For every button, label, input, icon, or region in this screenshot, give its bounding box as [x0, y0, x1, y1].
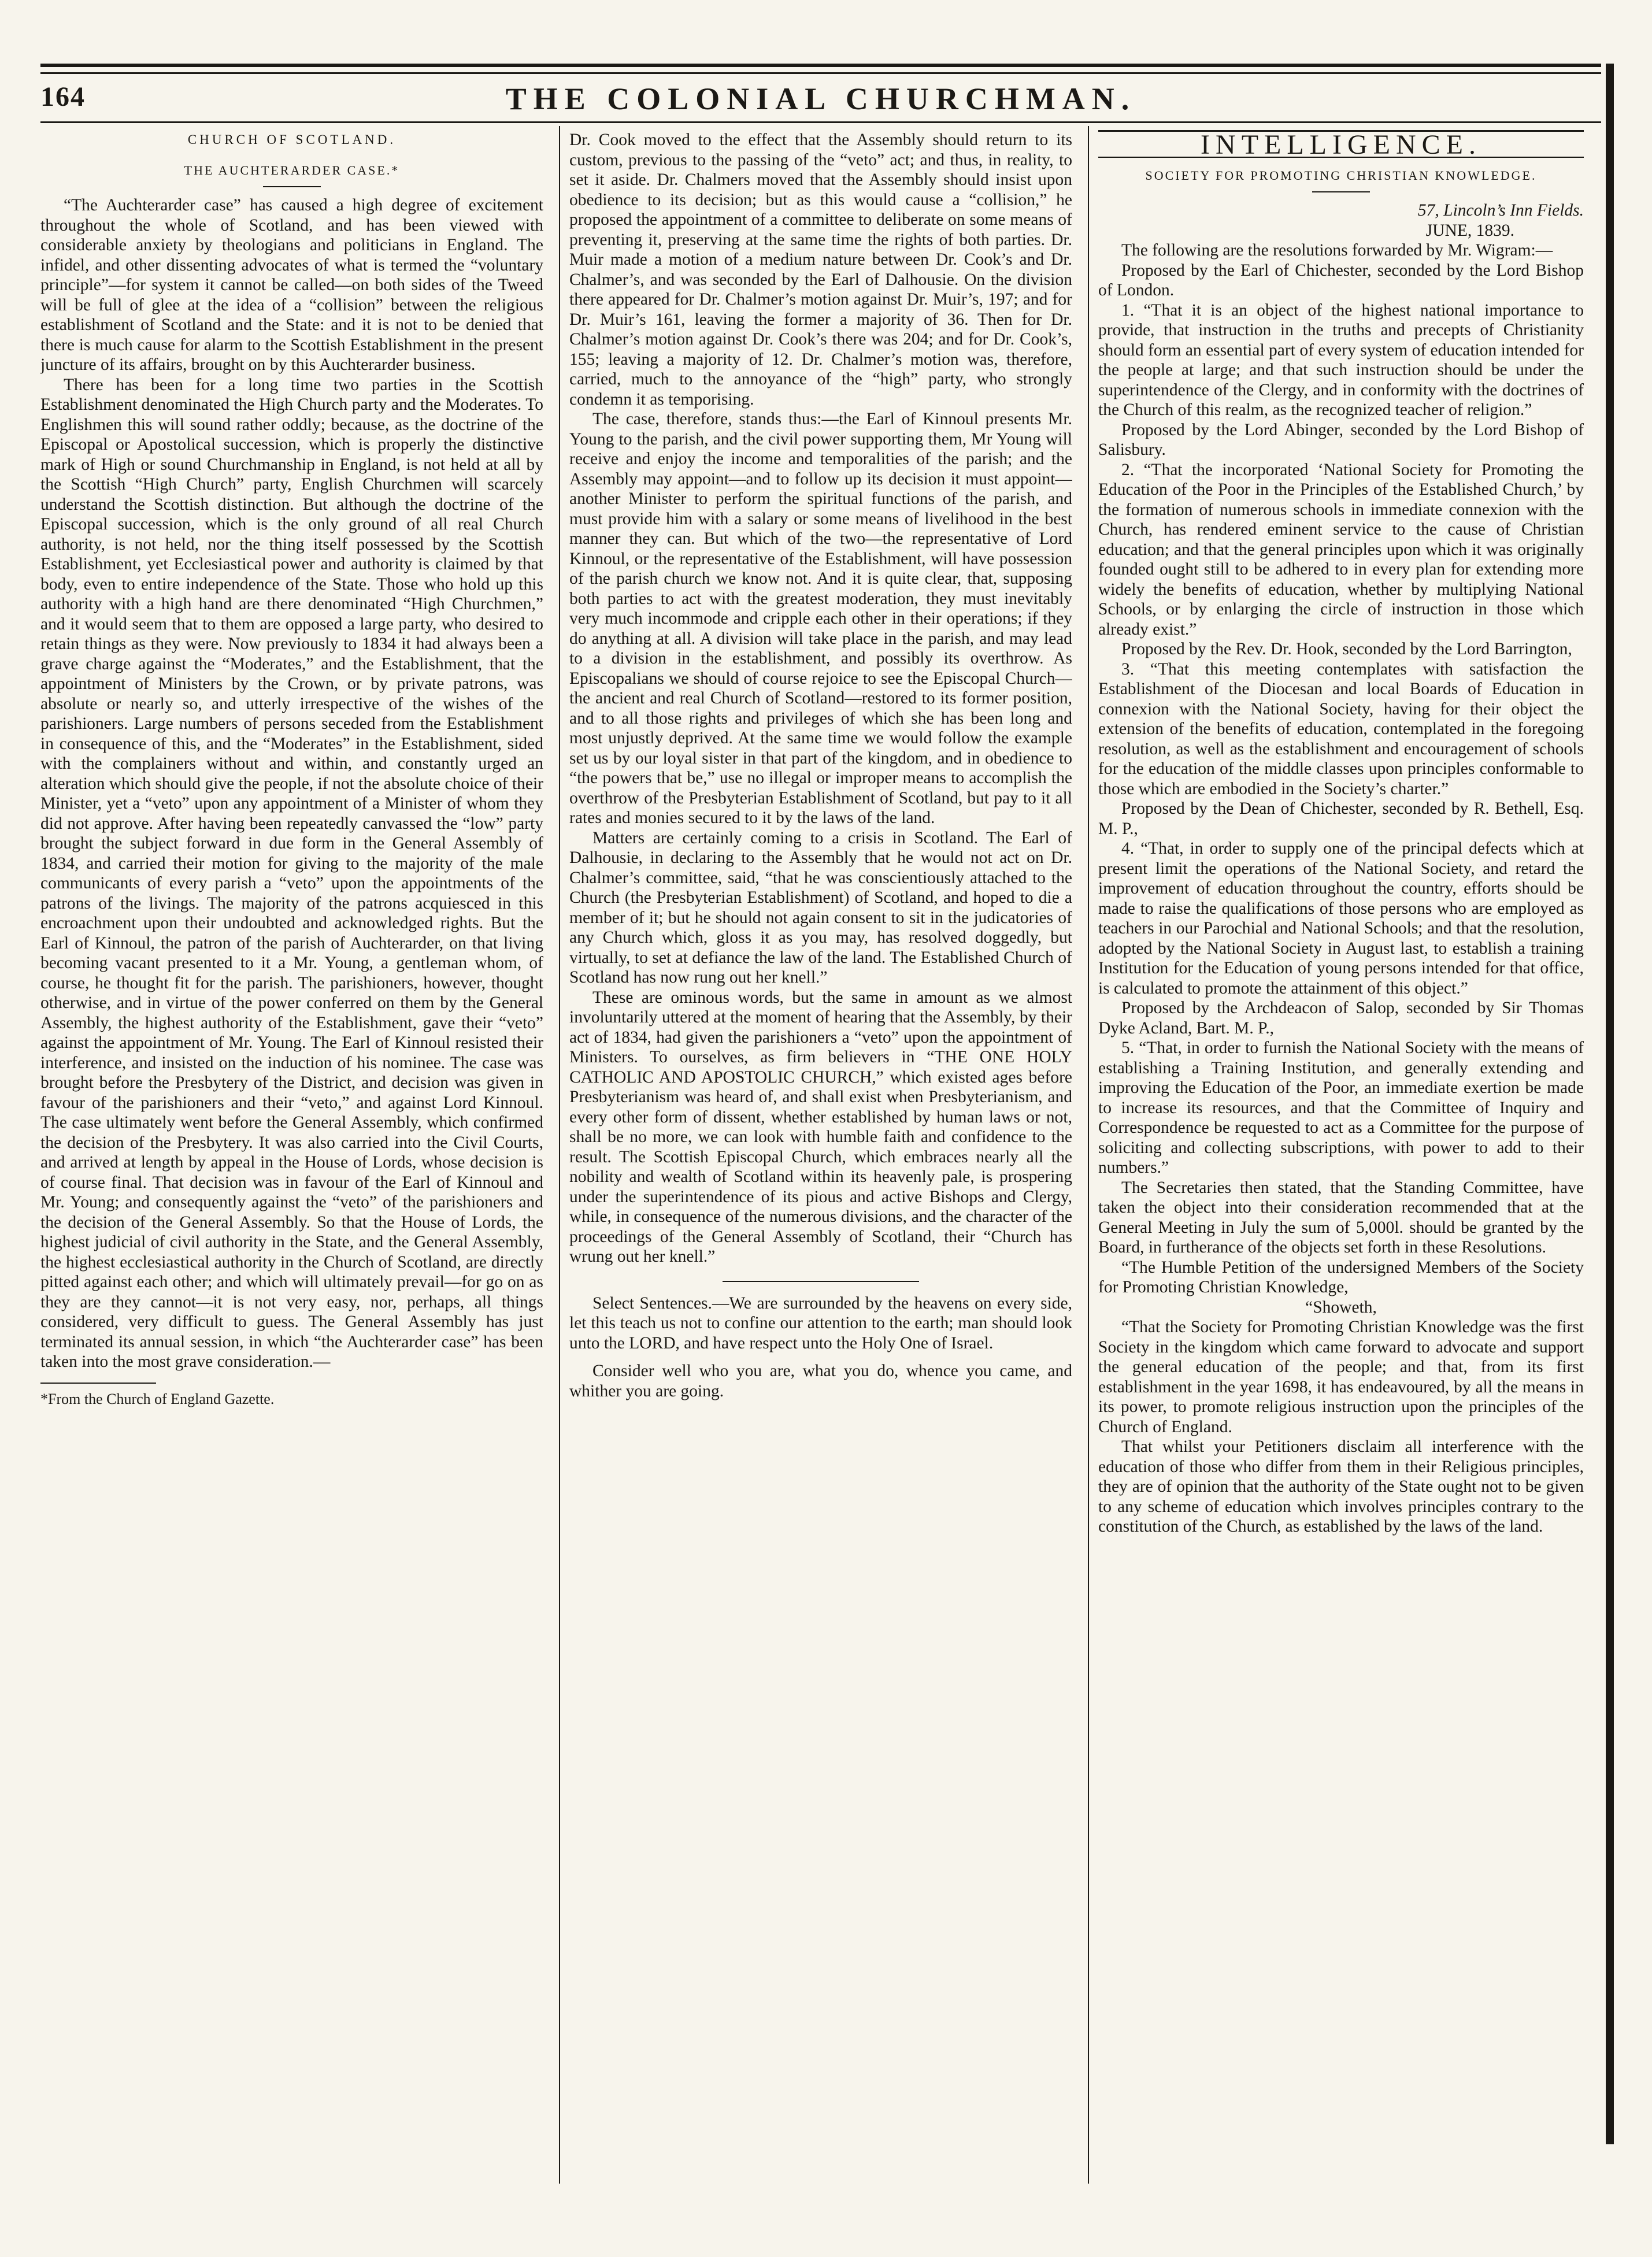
resolution-1: 1. “That it is an object of the highest national importance to provide, that instruction in the truths and precepts of Christianity should form an essential part of every system of education intended for the people at large; and that such instruction should be under the superintendence of the Clergy, and in conformity with the doctrines of the Church of this realm, as the recognized teacher of religion.” [1098, 301, 1584, 419]
article-paragraph: “The Auchterarder case” has caused a high degree of excitement throughout the whole of Scotland, and has been viewed with considerable anxiety by theologians and politicians in England. The infidel, and other dissenting advocates of what is termed the “voluntary principle”—for system it cannot be called—on both sides of the Tweed will be full of glee at the idea of a “collision” between the religious establishment of Scotland and the State: and it is not to be denied that there is much cause for alarm to the Scottish Establishment in the present juncture of its affairs, brought on by this Auchterarder business. [40, 196, 543, 374]
article-paragraph: Proposed by the Dean of Chichester, seconded by R. Bethell, Esq. M. P., [1098, 799, 1584, 838]
footnote: *From the Church of England Gazette. [40, 1390, 275, 1407]
resolution-2: 2. “That the incorporated ‘National Society for Promoting the Education of the Poor in the Principles of the Established Church,’ by the formation of numerous schools in immediate connexion with the Church, has rendered eminent service to the cause of Christian education; and that the general principles upon which it was originally founded ought still to be adhered to in every plan for extending more widely the benefits of education, whether by multiplying National Schools, or by enlarging the circle of instruction in those which already exist.” [1098, 460, 1584, 639]
petition-showeth: “Showeth, [1305, 1298, 1377, 1317]
column-divider-1 [559, 126, 560, 2184]
article-paragraph: Proposed by the Rev. Dr. Hook, seconded by the Lord Barrington, [1121, 640, 1572, 658]
resolution-5: 5. “That, in order to furnish the National Society with the means of establishing a Training Institution, and generally extending and improving the Education of the Poor, an immediate exertion be made to increase its resources, and that the Committee of Inquiry and Correspondence be requested to act as a Committee for the purpose of soliciting and collecting subscriptions, with power to add to their numbers.” [1098, 1039, 1584, 1177]
petition-paragraph: “That the Society for Promoting Christian Knowledge was the first Society in the kingdom which came forward to advocate and support the general education of the people; and that, from its first establishment in the year 1698, it has endeavoured, by all the means in its power, to promote religious instruction upon the principles of the Church of England. [1098, 1318, 1584, 1436]
middle-column [569, 130, 1072, 2176]
article-paragraph: The case, therefore, stands thus:—the Earl of Kinnoul presents Mr. Young to the parish, and the civil power supporting them, Mr Young will receive and enjoy the income and temporalities of the parish; and the Assembly may appoint—and to follow up its decision it must appoint—another Minister to perform the spiritual functions of the parish, and must provide him with a salary or some means of livelihood in the best manner they can. But which of the two—the representative of Lord Kinnoul, or the representative of the Establishment, will have possession of the parish church we know not. And it is quite clear, that, supposing both parties to act with the greatest moderation, they must inevitably very much incommode and cripple each other in their operations; if they do anything at all. A division will take place in the parish, and may lead to a division in the establishment, and possibly its overthrow. As Episcopalians we should of course rejoice to see the Episcopal Church—the ancient and real Church of Scotland—restored to its former position, and to all those rights and privileges of which she has been long and most unjustly deprived. At the same time we would follow the example set us by our loyal sister in that part of the kingdom, and in obedience to “the powers that be,” use no illegal or improper means to accomplish the overthrow of the Presbyterian Establishment of Scotland, but pay to it all rates and monies secured to it by the laws of the land. [569, 410, 1072, 827]
article-paragraph: Proposed by the Archdeacon of Salop, seconded by Sir Thomas Dyke Acland, Bart. M. P., [1098, 999, 1584, 1037]
running-head: THE COLONIAL CHURCHMAN. [505, 81, 1136, 116]
society-rule [1312, 191, 1370, 192]
column-divider-2 [1088, 126, 1089, 2184]
newspaper-page [40, 64, 1601, 2202]
left-column [40, 130, 543, 2176]
article-title-auchterarder: THE AUCHTERARDER CASE.* [184, 162, 400, 177]
masthead-bottom-rule [40, 121, 1601, 123]
address-line: 57, Lincoln’s Inn Fields. [1417, 201, 1584, 220]
section-title-church-of-scotland: CHURCH OF SCOTLAND. [187, 132, 397, 147]
article-paragraph: Proposed by the Earl of Chichester, seconded by the Lord Bishop of London. [1098, 261, 1584, 299]
right-column [1098, 130, 1584, 2176]
resolution-4: 4. “That, in order to supply one of the principal defects which at present limit the operations of the National Society, and retard the improvement of education throughout the country, efforts should be made to raise the qualifications of those persons who are employed as teachers in our Parochial and National Schools; and that the resolution, adopted by the National Society in August last, to establish a training Institution for the Education of young persons intended for that office, is calculated to promote the attainment of this object.” [1098, 839, 1584, 998]
date-line: JUNE, 1839. [1425, 221, 1514, 240]
petition-heading: “The Humble Petition of the undersigned Members of the Society for Promoting Christian Knowledge, [1098, 1258, 1584, 1296]
select-sentences-closing: Consider well who you are, what you do, whence you came, and whither you are going. [569, 1362, 1072, 1400]
society-title: SOCIETY FOR PROMOTING CHRISTIAN KNOWLEDGE. [1145, 168, 1537, 183]
section-rule [723, 1281, 919, 1282]
masthead-top-rule [40, 64, 1601, 74]
select-sentences: Select Sentences.—We are surrounded by the heavens on every side, let this teach us not to confine our attention to the earth; man should look unto the LORD, and have respect unto the Holy One of Israel. [569, 1294, 1072, 1352]
article-paragraph: These are ominous words, but the same in amount as we almost involuntarily uttered at the moment of hearing that the Assembly, by their act of 1834, had given the parishioners a “veto” upon the appointment of Ministers. To ourselves, as firm believers in “THE ONE HOLY CATHOLIC AND APOSTOLIC CHURCH,” which existed ages before Presbyterianism was heard of, and shall exist when Presbyterianism, and every other form of dissent, whether established by human laws or not, shall be no more, we can look with humble faith and confidence to the result. The Scottish Episcopal Church, which embraces nearly all the nobility and wealth of Scotland within its heavenly pale, is prospering under the superintendence of its pious and active Bishops and Clergy, while, in consequence of the numerous divisions, and the character of the proceedings of the General Assembly of Scotland, their “Church has wrung out her knell.” [569, 988, 1072, 1266]
petition-paragraph: That whilst your Petitioners disclaim all interference with the education of those who differ from them in their Religious principles, they are of opinion that the authority of the State ought not to be given to any scheme of education which involves principles contrary to the constitution of the Church, as established by the laws of the land. [1098, 1437, 1584, 1536]
article-paragraph: There has been for a long time two parties in the Scottish Establishment denominated the High Church party and the Moderates. To Englishmen this will sound rather oddly; because, as the doctrine of the Episcopal or Apostolical succession, which is properly the distinctive mark of High or sound Churchmanship in England, is not held at all by the Scottish “High Church” party, English Churchmen will scarcely understand the Scottish distinction. But although the doctrine of the Episcopal succession, which is the only ground of all real Church authority, is not held, nor the thing itself possessed by the Scottish Establishment, yet Ecclesiastical power and authority is claimed by that body, even to entire independence of the State. Those who hold up this authority with a high hand are there denominated “High Churchmen,” and it would seem that to them are opposed a large party, who desired to retain things as they were. Now previously to 1834 it had always been a grave charge against the “Moderates,” and the Establishment, that the appointment of Ministers by the Crown, or by private patrons, was absolute or nearly so, and utterly irrespective of the wishes of the parishioners. Large numbers of persons seceded from the Establishment in consequence of this, and the “Moderates” in the Establishment, sided with the complainers without and within, and constantly urged an alteration which should give the people, if not the absolute choice of their Minister, yet a “veto” upon any appointment of a Minister of whom they did not approve. After having been repeatedly canvassed the “low” party brought the subject forward in due form in the General Assembly of 1834, and carried their motion for giving to the majority of the male communicants of every parish a “veto” upon the appointments of the patrons of the livings. The majority of the patrons acquiesced in this encroachment upon their undoubted and acknowledged rights. But the Earl of Kinnoul, the patron of the parish of Auchterarder, on that living becoming vacant presented to it a Mr. Young, a gentleman whom, of course, he thought fit for the parish. The parishioners, however, thought otherwise, and in virtue of the power conferred on them by the General Assembly, the highest authority of the Establishment, gave their “veto” against the appointment of Mr. Young. The Earl of Kinnoul resisted their interference, and insisted on the induction of his nominee. The case was brought before the Presbytery of the District, and decision was given in favour of the parishioners and their “veto,” and against Lord Kinnoul. The case ultimately went before the General Assembly, which confirmed the decision of the Presbytery. It was also carried into the Civil Courts, and arrived at length by appeal in the House of Lords, whose decision is of course final. That decision was in favour of the Earl of Kinnoul and Mr. Young; and consequently against the “veto” of the parishioners and the decision of the General Assembly. So that the House of Lords, the highest judicial of civil authority in the State, and the General Assembly, the highest ecclesiastical authority in the Church of Scotland, are directly pitted against each other; and which will ultimately prevail—for go on as they are they cannot—it is not very easy, nor, perhaps, all things considered, very difficult to guess. The General Assembly has just terminated its annual session, in which “the Auchterarder case” has been taken into the most grave consideration.— [40, 375, 543, 1371]
title-rule [263, 186, 321, 187]
article-paragraph: The Secretaries then stated, that the Standing Committee, have taken the object into their consideration recommended that at the General Meeting in July the sum of 5,000l. should be granted by the Board, in furtherance of the objects set forth in these Resolutions. [1098, 1178, 1584, 1257]
article-paragraph: Proposed by the Lord Abinger, seconded by the Lord Bishop of Salisbury. [1098, 420, 1584, 459]
article-paragraph: Dr. Cook moved to the effect that the Assembly should return to its custom, previous to the passing of the “veto” act; and thus, in reality, to set it aside. Dr. Chalmers moved that the Assembly should insist upon obedience to its decision; but as this would cause a “collision,” he proposed the appointment of a committee to deliberate on some means of preventing it, preserving at the same time the rights of both parties. Dr. Muir made a motion of a medium nature between Dr. Cook’s and Dr. Chalmer’s, and was seconded by the Earl of Dalhousie. On the division there appeared for Dr. Chalmer’s motion against Dr. Muir’s, 197; and for Dr. Muir’s 161, leaving the former a majority of 36. Then for Dr. Chalmer’s motion against Dr. Cook’s there was 204; and for Dr. Cook’s, 155; leaving a majority of 12. Dr. Chalmer’s motion was, therefore, carried, much to the annoyance of the “high” party, who strongly condemn it as temporising. [569, 131, 1072, 409]
article-paragraph: The following are the resolutions forwarded by Mr. Wigram:— [1121, 241, 1553, 260]
binding-edge-bar [1606, 64, 1614, 2144]
resolution-3: 3. “That this meeting contemplates with satisfaction the Establishment of the Diocesan and local Boards of Education in connexion with the National Society, having for their object the extension of the benefits of education, contemplated in the foregoing resolution, as well as the establishment and encouragement of schools for the education of the middle classes upon principles conformable to those which are embodied in the Society’s charter.” [1098, 659, 1584, 798]
article-paragraph: Matters are certainly coming to a crisis in Scotland. The Earl of Dalhousie, in declaring to the Assembly that he would not act on Dr. Chalmer’s committee, said, “that he was conscientiously attached to the Church (the Presbyterian Establishment) of Scotland, and hoped to die a member of it; but he should not again consent to sit in the judicatories of any Church which, gloss it as you may, has resolved doggedly, but virtually, to set at defiance the law of the land. The Established Church of Scotland has now rung out her knell.” [569, 828, 1072, 987]
page-number: 164 [40, 81, 86, 112]
footnote-rule [40, 1383, 156, 1384]
section-title-intelligence: INTELLIGENCE. [1098, 130, 1584, 158]
